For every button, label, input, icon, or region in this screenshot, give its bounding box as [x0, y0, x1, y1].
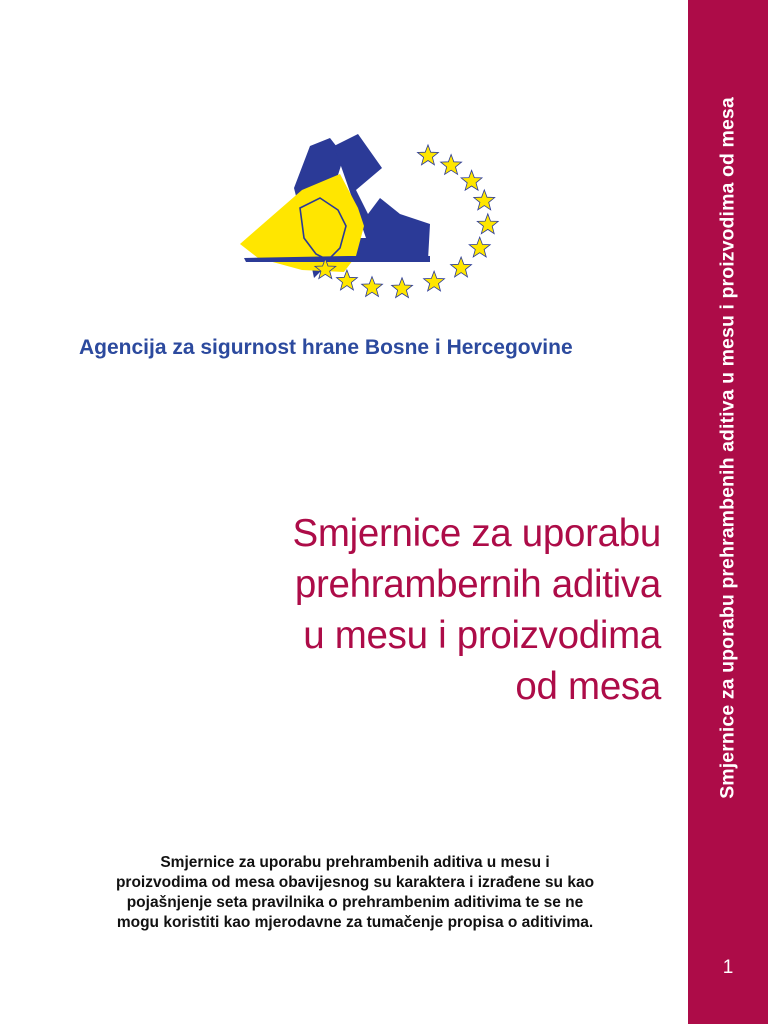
disclaimer-line: Smjernice za uporabu prehrambenih aditiva u mesu i	[160, 854, 550, 871]
document-title	[101, 508, 661, 712]
agency-logo	[232, 128, 512, 313]
star-icon	[362, 277, 383, 297]
star-icon	[424, 271, 445, 291]
side-title-container	[688, 0, 768, 1024]
disclaimer-line: pojašnjenje seta pravilnika o prehrambenim aditivima te se ne	[126, 894, 584, 911]
title-line: Smjernice za uporabu	[292, 511, 661, 555]
star-icon	[477, 214, 498, 234]
star-icon	[392, 278, 413, 298]
disclaimer-text	[50, 853, 660, 933]
disclaimer-line: mogu koristiti kao mjerodavne za tumačenje propisa o aditivima.	[116, 914, 594, 931]
page-number: 1	[722, 957, 734, 978]
star-icon	[418, 145, 439, 165]
star-icon	[469, 237, 490, 257]
title-line: u mesu i proizvodima	[303, 613, 661, 657]
food-safety-agency-logo-icon	[232, 128, 512, 313]
star-icon	[441, 155, 462, 175]
side-title: Smjernice za uporabu prehrambenih aditiva u mesu i proizvodima od mesa	[716, 97, 739, 799]
side-bar	[688, 0, 768, 1024]
star-icon	[461, 170, 482, 190]
title-line: od mesa	[515, 664, 661, 708]
agency-name: Agencija za sigurnost hrane Bosne i Hercegovine	[79, 336, 573, 359]
title-line: prehrambernih aditiva	[294, 562, 661, 606]
star-icon	[337, 270, 358, 290]
star-icon	[474, 190, 495, 210]
disclaimer-line: proizvodima od mesa obavijesnog su karaktera i izrađene su kao	[115, 874, 595, 891]
star-icon	[451, 257, 472, 277]
